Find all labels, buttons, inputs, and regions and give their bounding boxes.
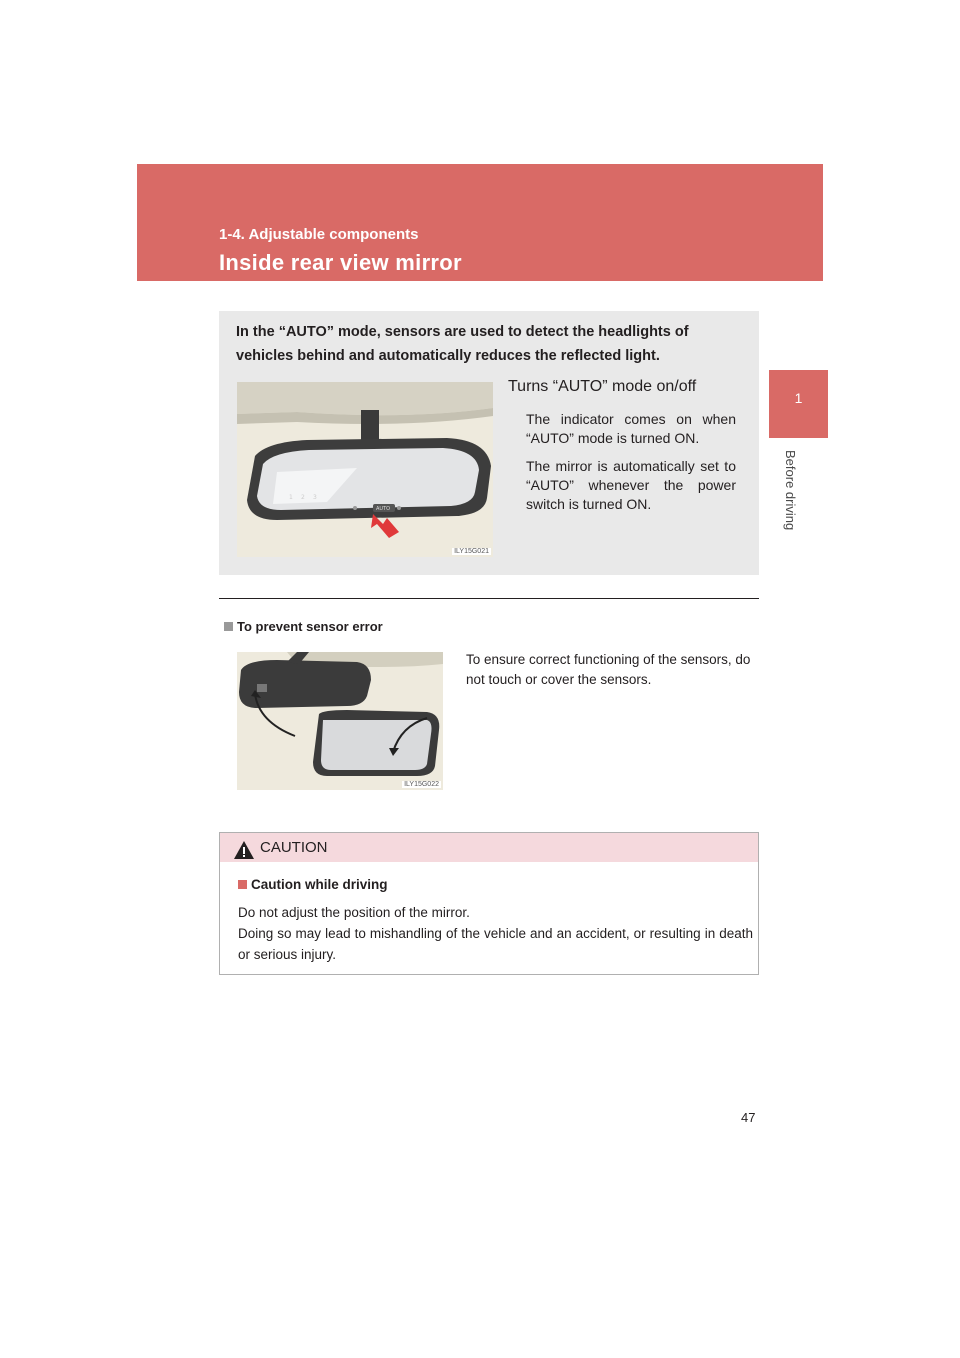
sensor-text: To ensure correct functioning of the sensors, do not touch or cover the sensors. [466,652,751,687]
square-bullet-icon [224,622,233,631]
sensor-heading [224,619,383,634]
square-bullet-icon [238,880,247,889]
caution-subheading [238,877,388,892]
caution-line-2: Doing so may lead to mishandling of the vehicle and an accident, or resulting in death or serious injury. [238,926,753,962]
figure-code: ILY15G021 [454,548,489,555]
callout-title: Turns “AUTO” mode on/off [508,378,697,395]
chapter-number: 1 [794,390,803,406]
sensor-heading-text: To prevent sensor error [237,619,383,634]
warning-icon [233,840,255,860]
section-divider [219,598,759,599]
auto-button-label: AUTO [376,506,391,512]
mirror-number-3: 3 [313,494,317,501]
page-title: Inside rear view mirror [219,250,462,275]
figure-code: ILY15G022 [404,781,439,788]
mirror-number-2: 2 [301,494,305,501]
sensor-figure [237,652,443,790]
sensor-illustration [237,652,443,790]
mirror-number-1: 1 [289,494,293,501]
chapter-label: Before driving [783,450,798,531]
intro-text: In the “AUTO” mode, sensors are used to detect the headlights of vehicles behind and automatically reduces the reflected light. [236,324,689,364]
callout-line-2: The mirror is automatically set to “AUTO” whenever the power switch is turned ON. [526,458,736,512]
caution-text [238,902,753,965]
caution-subheading-text: Caution while driving [251,877,388,892]
caution-line-1: Do not adjust the position of the mirror. [238,905,470,920]
mirror-illustration [237,382,493,557]
section-label: 1-4. Adjustable components [219,226,419,243]
page-number: 47 [741,1110,756,1125]
mirror-figure [237,382,493,557]
callout-line-1: The indicator comes on when “AUTO” mode is turned ON. [526,411,736,446]
caution-title: CAUTION [260,839,328,856]
